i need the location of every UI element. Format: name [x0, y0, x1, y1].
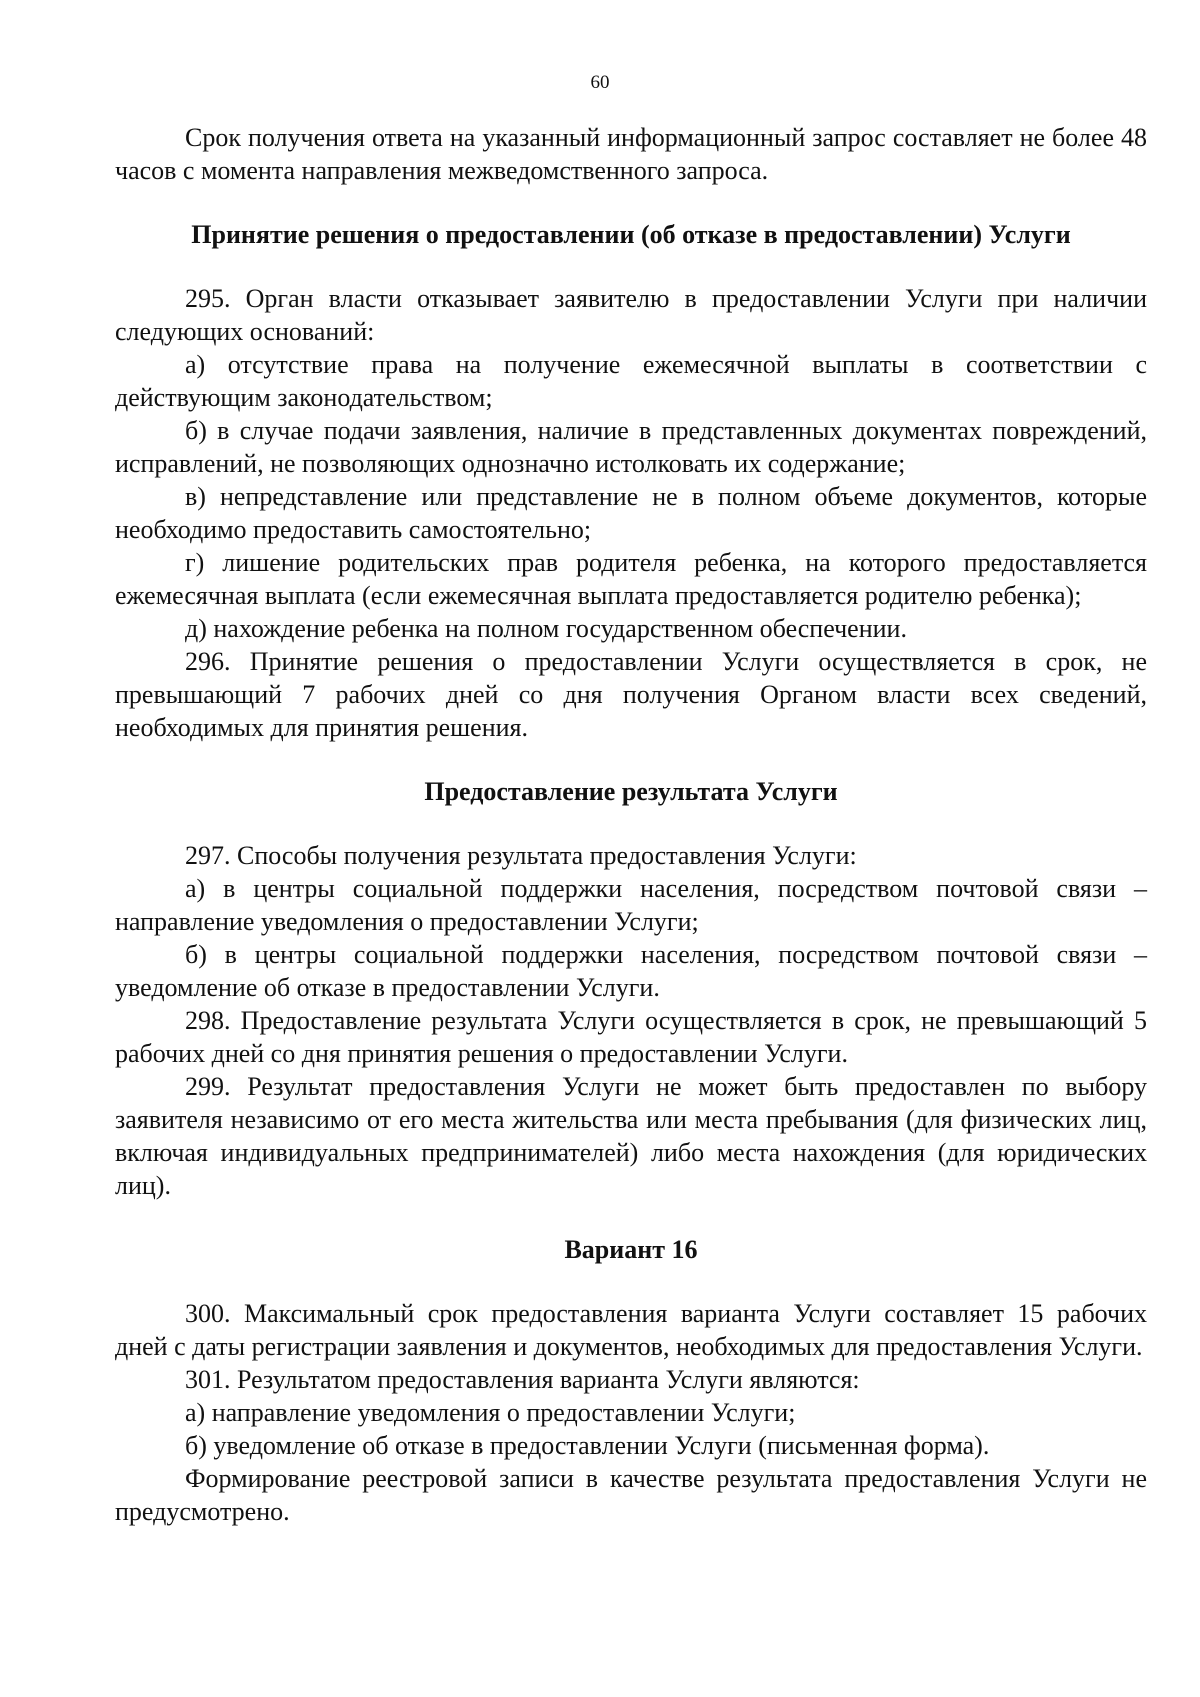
paragraph-295-a: а) отсутствие права на получение ежемесячной выплаты в соответствии с действующим законодательством;	[115, 350, 1147, 412]
paragraph-301-b: б) уведомление об отказе в предоставлении Услуги (письменная форма).	[185, 1431, 990, 1460]
paragraph-297-a: а) в центры социальной поддержки населения, посредством почтовой связи – направление уведомления о предоставлении Услуги;	[115, 874, 1147, 936]
paragraph-297: 297. Способы получения результата предоставления Услуги:	[185, 841, 857, 870]
paragraph-295-d: г) лишение родительских прав родителя ребенка, на которого предоставляется ежемесячная выплата (если ежемесячная выплата предоставляется родителю ребенка);	[115, 548, 1147, 610]
paragraph-295: 295. Орган власти отказывает заявителю в предоставлении Услуги при наличии следующих оснований:	[115, 284, 1147, 346]
paragraph-intro: Срок получения ответа на указанный информационный запрос составляет не более 48 часов с момента направления межведомственного запроса.	[115, 123, 1147, 185]
paragraph-295-c: в) непредставление или представление не в полном объеме документов, которые необходимо предоставить самостоятельно;	[115, 482, 1147, 544]
document-body	[115, 121, 1147, 1528]
paragraph-295-b: б) в случае подачи заявления, наличие в представленных документах повреждений, исправлений, не позволяющих однозначно истолковать их содержание;	[115, 416, 1147, 478]
paragraph-298: 298. Предоставление результата Услуги осуществляется в срок, не превышающий 5 рабочих дней со дня принятия решения о предоставлении Услуги.	[115, 1006, 1147, 1068]
paragraph-295-e: д) нахождение ребенка на полном государственном обеспечении.	[185, 614, 907, 643]
paragraph-301-c: Формирование реестровой записи в качестве результата предоставления Услуги не предусмотрено.	[115, 1464, 1147, 1526]
paragraph-301: 301. Результатом предоставления варианта Услуги являются:	[185, 1365, 860, 1394]
heading-decision: Принятие решения о предоставлении (об отказе в предоставлении) Услуги	[191, 220, 1071, 249]
heading-result: Предоставление результата Услуги	[424, 777, 838, 806]
paragraph-300: 300. Максимальный срок предоставления варианта Услуги составляет 15 рабочих дней с даты регистрации заявления и документов, необходимых для предоставления Услуги.	[115, 1299, 1147, 1361]
paragraph-301-a: а) направление уведомления о предоставлении Услуги;	[185, 1398, 796, 1427]
paragraph-297-b: б) в центры социальной поддержки населения, посредством почтовой связи – уведомление об отказе в предоставлении Услуги.	[115, 940, 1147, 1002]
page-number: 60	[590, 72, 610, 93]
heading-variant: Вариант 16	[564, 1235, 698, 1264]
paragraph-296: 296. Принятие решения о предоставлении Услуги осуществляется в срок, не превышающий 7 рабочих дней со дня получения Органом власти всех сведений, необходимых для принятия решения.	[115, 647, 1147, 742]
paragraph-299: 299. Результат предоставления Услуги не может быть предоставлен по выбору заявителя независимо от его места жительства или места пребывания (для физических лиц, включая индивидуальных предпринимателей) либо места нахождения (для юридических лиц).	[115, 1072, 1147, 1200]
